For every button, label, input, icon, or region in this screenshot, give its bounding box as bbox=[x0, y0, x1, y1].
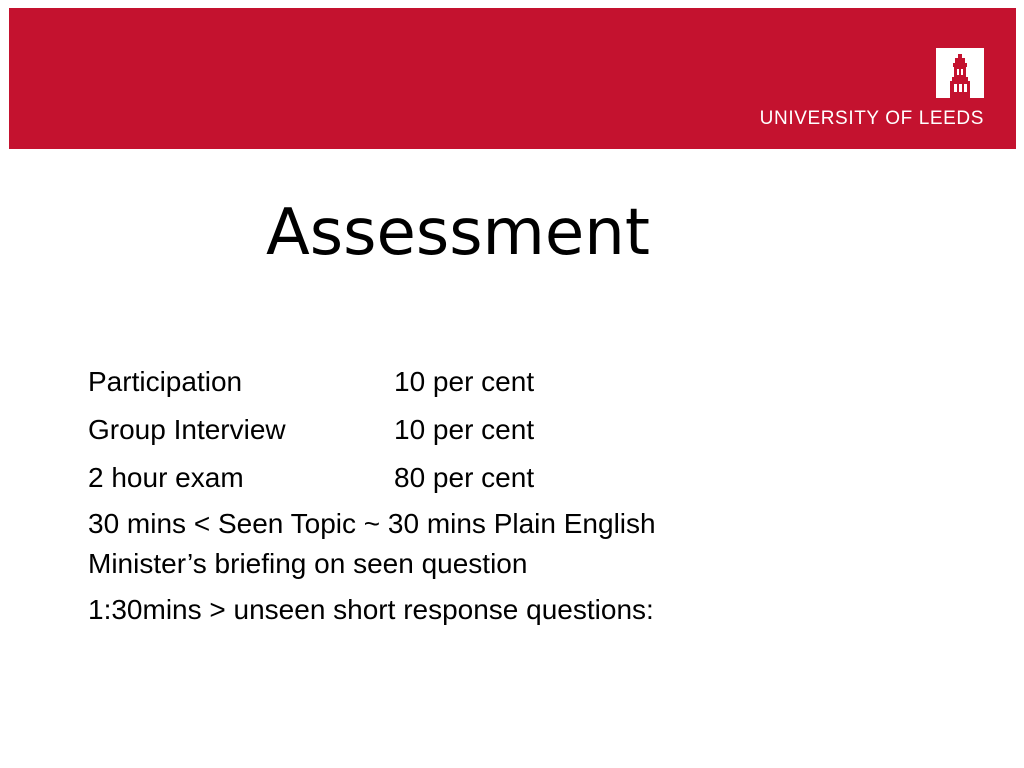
slide-title: Assessment bbox=[266, 196, 650, 270]
assessment-row bbox=[88, 358, 948, 406]
header-band bbox=[9, 8, 1016, 149]
assessment-row bbox=[88, 406, 948, 454]
assessment-label: 2 hour exam bbox=[88, 462, 244, 493]
university-logo bbox=[726, 48, 984, 134]
assessment-label: Group Interview bbox=[88, 414, 286, 445]
university-name: UNIVERSITY OF LEEDS bbox=[759, 108, 984, 129]
assessment-label: Participation bbox=[88, 366, 243, 397]
assessment-value: 10 per cent bbox=[394, 366, 535, 397]
university-tower-icon bbox=[936, 48, 984, 98]
assessment-value: 10 per cent bbox=[394, 414, 535, 445]
exam-note-line: Minister’s briefing on seen question bbox=[88, 548, 528, 579]
exam-note bbox=[88, 504, 948, 584]
assessment-value: 80 per cent bbox=[394, 462, 535, 493]
assessment-row bbox=[88, 454, 948, 502]
exam-note bbox=[88, 590, 948, 630]
slide-content bbox=[88, 358, 948, 636]
exam-note-line: 30 mins < Seen Topic ~ 30 mins Plain English bbox=[88, 508, 656, 539]
exam-note-line: 1:30mins > unseen short response questions: bbox=[88, 594, 654, 625]
